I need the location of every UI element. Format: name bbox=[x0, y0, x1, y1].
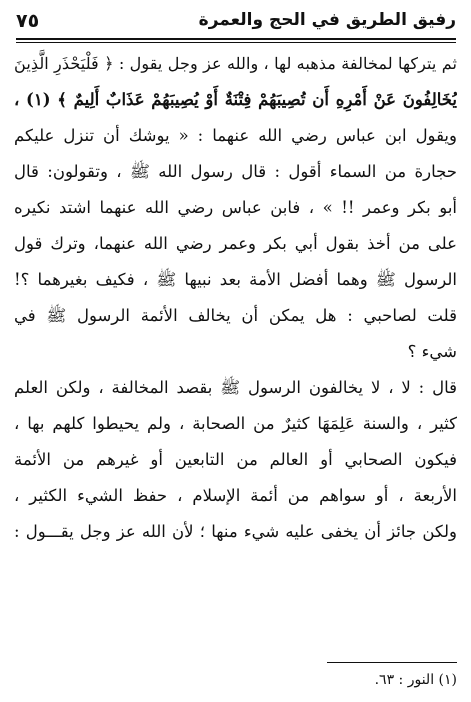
text-line: قال : لا ، لا يخالفون الرسول ﷺ بقصد المخالفة ، ولكن العلم bbox=[14, 378, 457, 397]
page-number: ٧٥ bbox=[16, 10, 40, 32]
text-line: أبو بكر وعمر !! » ، فابن عباس رضي الله عنهما اشتد نكيره bbox=[14, 198, 457, 217]
question-line: قلت لصاحبي : هل يمكن أن يخالف الأئمة الرسول ﷺ في bbox=[14, 306, 457, 325]
page-header bbox=[16, 8, 456, 38]
text-line: حجارة من السماء أقول : قال رسول الله ﷺ ، وتقولون: قال bbox=[14, 162, 457, 181]
text-line: الأربعة ، أو سواهم من أئمة الإسلام ، حفظ الشيء الكثير ، bbox=[14, 486, 457, 505]
body-text bbox=[14, 46, 457, 550]
text-line: ويقول ابن عباس رضي الله عنهما : « يوشك أن تنزل عليكم bbox=[14, 126, 457, 145]
text-line: كثير ، والسنة عَلِمَهَا كثيرٌ من الصحابة ، ولم يحيطوا كلهم بها ، bbox=[14, 414, 457, 433]
text-line: يُخَالِفُونَ عَنْ أَمْرِهِ أَن تُصِيبَهُمْ فِتْنَةٌ أَوْ يُصِيبَهُمْ عَذَابٌ أَلِيمٌ ﴾ (١) ، bbox=[14, 90, 457, 109]
text-line: فيكون الصحابي أو العالم من التابعين أو غيرهم من الأئمة bbox=[14, 450, 457, 469]
text-line: الرسول ﷺ وهما أفضل الأمة بعد نبيها ﷺ ، فكيف بغيرهما ؟! bbox=[14, 270, 457, 289]
question-line: شيء ؟ bbox=[407, 342, 457, 361]
text-line: ولكن جائز أن يخفى عليه شيء منها ؛ لأن الله عز وجل يقـــول : bbox=[14, 522, 457, 541]
footnote-rule bbox=[327, 662, 457, 663]
footnote: (١) النور : ٦٣. bbox=[374, 672, 457, 688]
running-title: رفيق الطريق في الحج والعمرة bbox=[198, 10, 456, 30]
header-rule bbox=[16, 38, 456, 43]
text-line: ثم يتركها لمخالفة مذهبه لها ، والله عز وجل يقول : ﴿ فَلْيَحْذَرِ الَّذِينَ bbox=[14, 54, 457, 73]
text-line: على من أخذ بقول أبي بكر وعمر رضي الله عنهما، وترك قول bbox=[14, 234, 457, 253]
